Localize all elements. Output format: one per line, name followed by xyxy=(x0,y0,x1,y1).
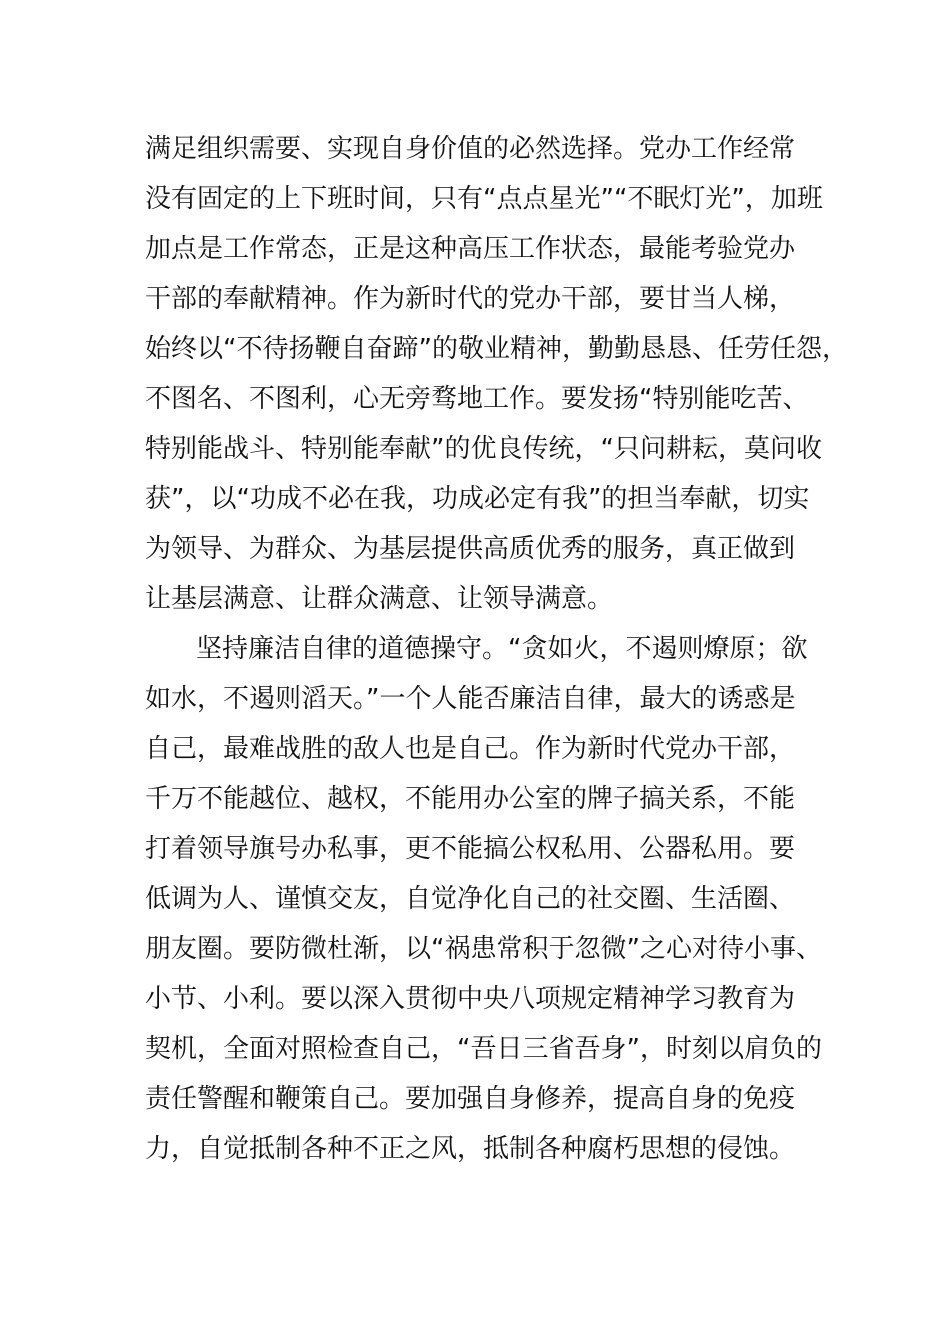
paragraph-2-line-5: 打着领导旗号办私事，更不能搞公权私用、公器私用。要 xyxy=(145,834,796,864)
paragraph-2-line-9: 契机，全面对照检查自己，“吾日三省吾身”，时刻以肩负的 xyxy=(145,1034,822,1064)
paragraph-2-line-11: 力，自觉抵制各种不正之风，抵制各种腐朽思想的侵蚀。 xyxy=(145,1134,796,1164)
paragraph-2-line-8: 小节、小利。要以深入贯彻中央八项规定精神学习教育为 xyxy=(145,984,796,1014)
paragraph-2-line-2: 如水，不遏则滔天。”一个人能否廉洁自律，最大的诱惑是 xyxy=(145,684,796,714)
paragraph-1-line-10: 让基层满意、让群众满意、让领导满意。 xyxy=(145,584,614,614)
paragraph-2-line-3: 自己，最难战胜的敌人也是自己。作为新时代党办干部， xyxy=(145,734,796,764)
paragraph-1-line-6: 不图名、不图利，心无旁骛地工作。要发扬“特别能吃苦、 xyxy=(145,384,809,414)
paragraph-2-line-6: 低调为人、谨慎交友，自觉净化自己的社交圈、生活圈、 xyxy=(145,884,796,914)
paragraph-1-line-5: 始终以“不待扬鞭自奋蹄”的敬业精神，勤勤恳恳、任劳任怨， xyxy=(145,334,848,364)
paragraph-1-line-4: 干部的奉献精神。作为新时代的党办干部，要甘当人梯， xyxy=(145,284,796,314)
paragraph-2-line-10: 责任警醒和鞭策自己。要加强自身修养，提高自身的免疫 xyxy=(145,1084,796,1114)
paragraph-1-line-2: 没有固定的上下班时间，只有“点点星光”“不眠灯光”，加班 xyxy=(145,184,823,214)
paragraph-2-line-7: 朋友圈。要防微杜渐，以“祸患常积于忽微”之心对待小事、 xyxy=(145,934,822,964)
paragraph-1-line-9: 为领导、为群众、为基层提供高质优秀的服务，真正做到 xyxy=(145,534,796,564)
paragraph-2-line-4: 千万不能越位、越权，不能用办公室的牌子搞关系，不能 xyxy=(145,784,796,814)
paragraph-1-line-3: 加点是工作常态，正是这种高压工作状态，最能考验党办 xyxy=(145,234,796,264)
paragraph-1-line-7: 特别能战斗、特别能奉献”的优良传统，“只问耕耘，莫问收 xyxy=(145,434,822,464)
paragraph-1-line-1: 满足组织需要、实现自身价值的必然选择。党办工作经常 xyxy=(145,134,796,164)
paragraph-1-line-8: 获”，以“功成不必在我，功成必定有我”的担当奉献，切实 xyxy=(145,484,810,514)
paragraph-2-line-1: 坚持廉洁自律的道德操守。“贪如火，不遏则燎原；欲 xyxy=(196,634,808,664)
